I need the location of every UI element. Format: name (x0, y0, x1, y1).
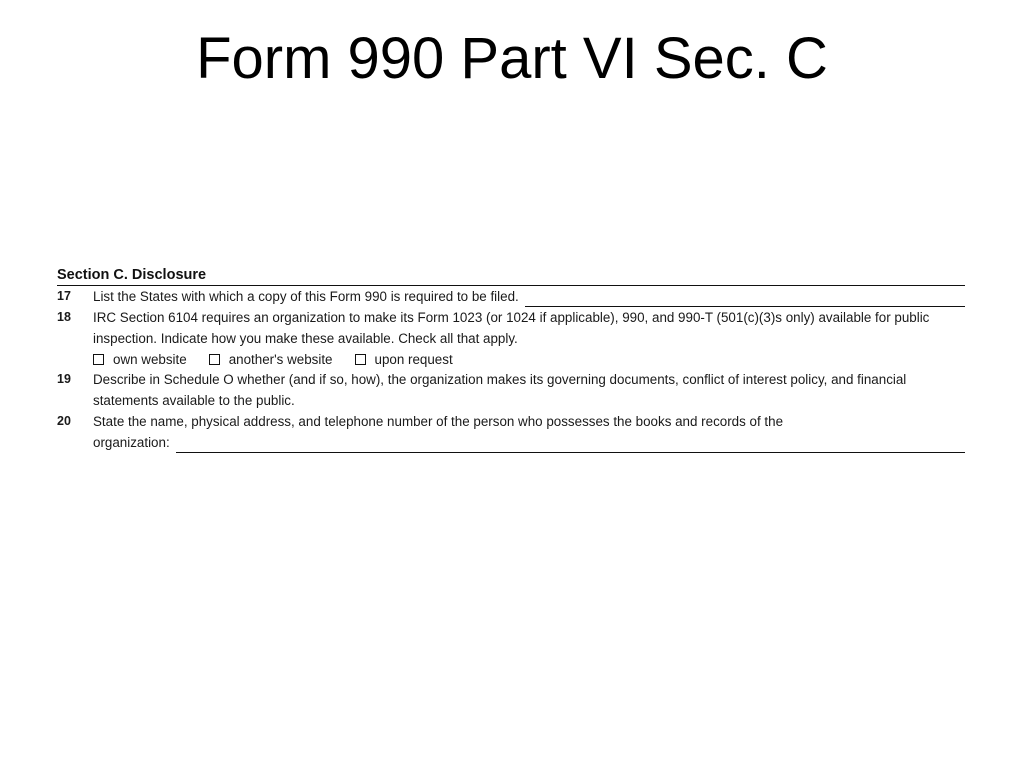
line-17-number: 17 (57, 289, 71, 303)
slide-title: Form 990 Part VI Sec. C (196, 26, 828, 91)
line-19 (57, 369, 965, 411)
line-20-text: State the name, physical address, and telephone number of the person who possesses the books and records of the (93, 414, 784, 429)
option-anothers-website[interactable] (209, 349, 333, 370)
upon-request-label: upon request (374, 351, 453, 367)
form-990-section-c-excerpt (57, 266, 965, 453)
line-20-organization-label: organization: (93, 435, 170, 450)
line-18-options (93, 349, 965, 369)
line-17-text: List the States with which a copy of this Form 990 is required to be filed. (93, 289, 519, 304)
line-18-number: 18 (57, 310, 71, 324)
line-20-number: 20 (57, 414, 71, 428)
section-c-header: Section C. Disclosure (57, 266, 965, 286)
line-20 (57, 411, 965, 453)
line-19-text: Describe in Schedule O whether (and if so, how), the organization makes its governing documents, conflict of interest policy, and financial statements available to the public. (93, 372, 907, 408)
line-18-text: IRC Section 6104 requires an organization to make its Form 1023 (or 1024 if applicable), 990, and 990-T (501(c)(3)s only) available for public inspection. Indicate how you make these available. Check all that apply. (93, 310, 930, 346)
line-19-number: 19 (57, 372, 71, 386)
line-17-states-field[interactable] (525, 292, 965, 307)
line-20-records-keeper-field[interactable] (176, 438, 965, 453)
line-18 (57, 307, 965, 369)
anothers-website-label: another's website (228, 351, 333, 367)
own-website-label: own website (113, 351, 187, 367)
own-website-checkbox[interactable] (93, 354, 104, 365)
option-own-website[interactable] (93, 349, 187, 370)
line-17 (57, 286, 965, 307)
option-upon-request[interactable] (355, 349, 453, 370)
upon-request-checkbox[interactable] (355, 354, 366, 365)
anothers-website-checkbox[interactable] (209, 354, 220, 365)
